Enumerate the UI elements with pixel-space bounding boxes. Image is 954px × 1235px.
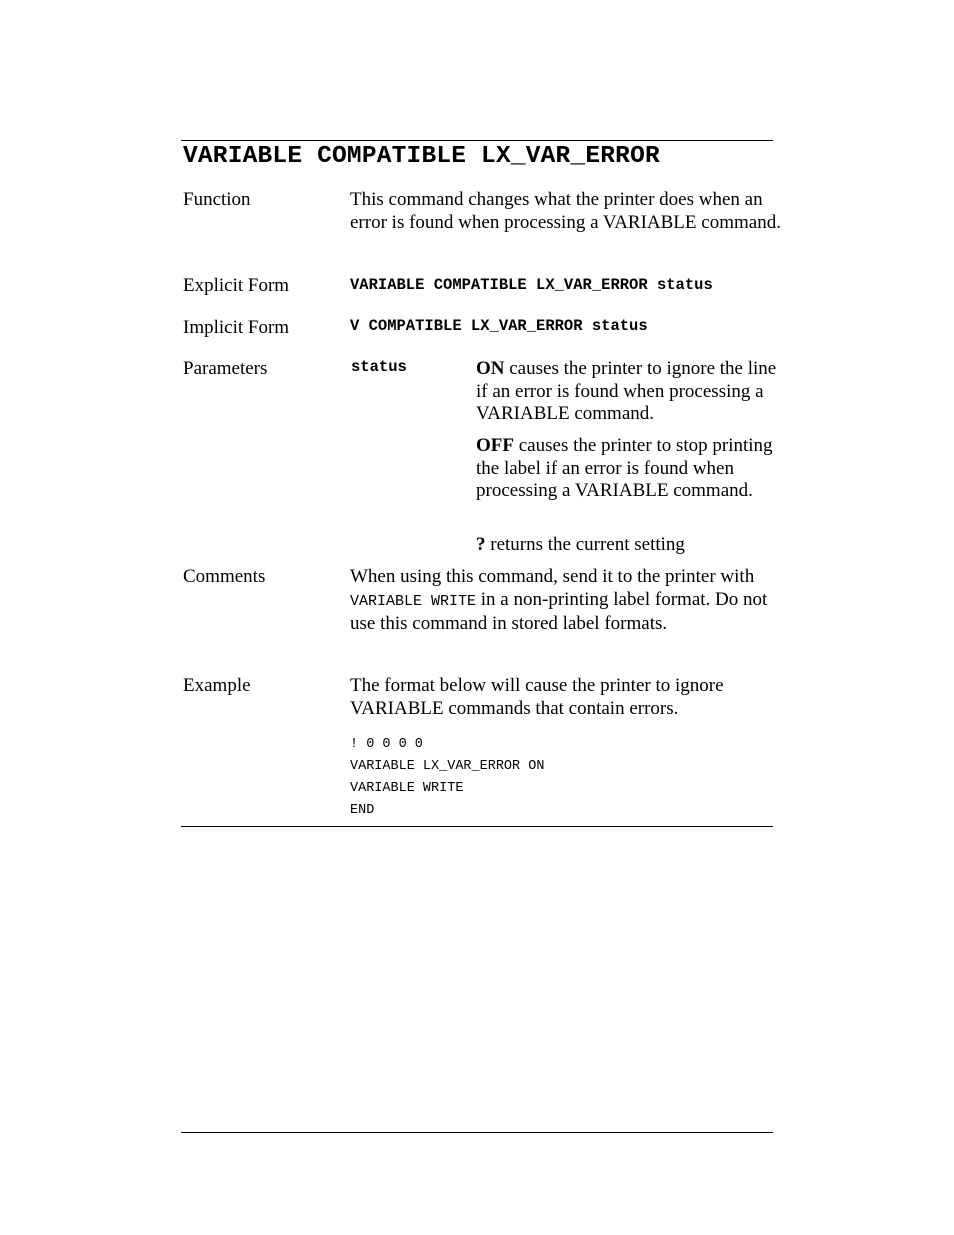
implicit-form-label: Implicit Form xyxy=(183,317,290,338)
comments-inline-code: VARIABLE WRITE xyxy=(350,592,477,610)
param-option-off xyxy=(476,435,786,503)
param-option-query xyxy=(476,534,786,557)
function-text: This command changes what the printer does when an error is found when processing a VARIABLE command. xyxy=(350,189,781,233)
parameter-name: status xyxy=(351,358,407,376)
example-text: The format below will cause the printer to ignore VARIABLE commands that contain errors. xyxy=(350,675,724,719)
function-label: Function xyxy=(183,189,251,210)
param-option-text: causes the printer to stop printing the label if an error is found when processing a VARIABLE command. xyxy=(476,435,773,501)
param-option-key: OFF xyxy=(476,435,514,456)
example-code-line: VARIABLE WRITE xyxy=(350,781,464,796)
comments-text xyxy=(350,566,770,636)
comments-label: Comments xyxy=(183,566,266,587)
explicit-form-label: Explicit Form xyxy=(183,275,290,296)
parameters-label: Parameters xyxy=(183,358,268,379)
page-title: VARIABLE COMPATIBLE LX_VAR_ERROR xyxy=(183,143,660,170)
top-rule xyxy=(181,140,773,141)
section-end-rule xyxy=(181,826,773,827)
comments-text-before: When using this command, send it to the printer with xyxy=(350,566,755,587)
comments-text-after: in a non-printing label format. Do not use this command in stored label formats. xyxy=(350,588,768,634)
param-option-key: ? xyxy=(476,534,486,555)
param-option-text: causes the printer to ignore the line if an error is found when processing a VARIABLE command. xyxy=(476,358,777,424)
example-code-line: END xyxy=(350,803,375,818)
implicit-form-value: V COMPATIBLE LX_VAR_ERROR status xyxy=(350,317,648,335)
example-code-line: ! 0 0 0 0 xyxy=(350,737,423,752)
example-code-line: VARIABLE LX_VAR_ERROR ON xyxy=(350,759,545,774)
footer-rule xyxy=(181,1132,773,1133)
param-option-key: ON xyxy=(476,358,505,379)
param-option-on xyxy=(476,358,786,426)
explicit-form-value: VARIABLE COMPATIBLE LX_VAR_ERROR status xyxy=(350,276,713,294)
example-label: Example xyxy=(183,675,251,696)
param-option-text: returns the current setting xyxy=(485,534,685,555)
